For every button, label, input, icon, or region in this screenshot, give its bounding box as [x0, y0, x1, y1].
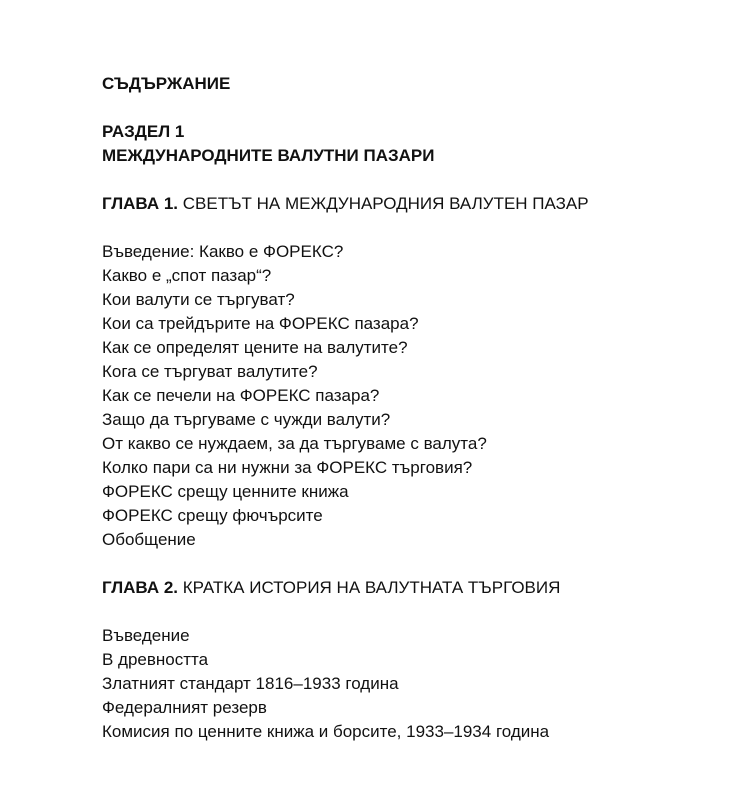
toc-item: Федералният резерв — [102, 698, 267, 717]
section-title: МЕЖДУНАРОДНИТЕ ВАЛУТНИ ПАЗАРИ — [102, 146, 435, 165]
toc-item: В древността — [102, 650, 209, 669]
toc-item: Как се печели на ФОРЕКС пазара? — [102, 386, 380, 405]
toc-title: СЪДЪРЖАНИЕ — [102, 74, 231, 93]
toc-item: Комисия по ценните книжа и борсите, 1933–1934 година — [102, 722, 550, 741]
spacer — [102, 552, 712, 576]
toc-item: Как се определят цените на валутите? — [102, 338, 408, 357]
document-page — [102, 72, 712, 744]
spacer — [102, 216, 712, 240]
chapter-2-title: КРАТКА ИСТОРИЯ НА ВАЛУТНАТА ТЪРГОВИЯ — [178, 578, 561, 597]
toc-item: Въведение — [102, 626, 190, 645]
toc-item: ФОРЕКС срещу фючърсите — [102, 506, 323, 525]
chapter-2-heading — [102, 576, 712, 600]
toc-item: От какво се нуждаем, за да търгуваме с валута? — [102, 434, 487, 453]
toc-item: Какво е „спот пазар“? — [102, 266, 272, 285]
toc-item: Защо да търгуваме с чужди валути? — [102, 410, 391, 429]
spacer — [102, 168, 712, 192]
chapter-1-label: ГЛАВА 1. — [102, 194, 179, 213]
toc-item: Златният стандарт 1816–1933 година — [102, 674, 399, 693]
chapter-1-heading — [102, 192, 712, 216]
toc-item: Въведение: Какво е ФОРЕКС? — [102, 242, 344, 261]
chapter-1-items — [102, 240, 712, 552]
spacer — [102, 600, 712, 624]
toc-item: Колко пари са ни нужни за ФОРЕКС търговия? — [102, 458, 473, 477]
chapter-2-items — [102, 624, 712, 744]
toc-item: Кога се търгуват валутите? — [102, 362, 318, 381]
toc-item: ФОРЕКС срещу ценните книжа — [102, 482, 349, 501]
chapter-1-title: СВЕТЪТ НА МЕЖДУНАРОДНИЯ ВАЛУТЕН ПАЗАР — [178, 194, 589, 213]
toc-item: Кои валути се търгуват? — [102, 290, 295, 309]
toc-item: Обобщение — [102, 530, 196, 549]
toc-item: Кои са трейдърите на ФОРЕКС пазара? — [102, 314, 419, 333]
section-label: РАЗДЕЛ 1 — [102, 122, 185, 141]
chapter-2-label: ГЛАВА 2. — [102, 578, 179, 597]
spacer — [102, 96, 712, 120]
